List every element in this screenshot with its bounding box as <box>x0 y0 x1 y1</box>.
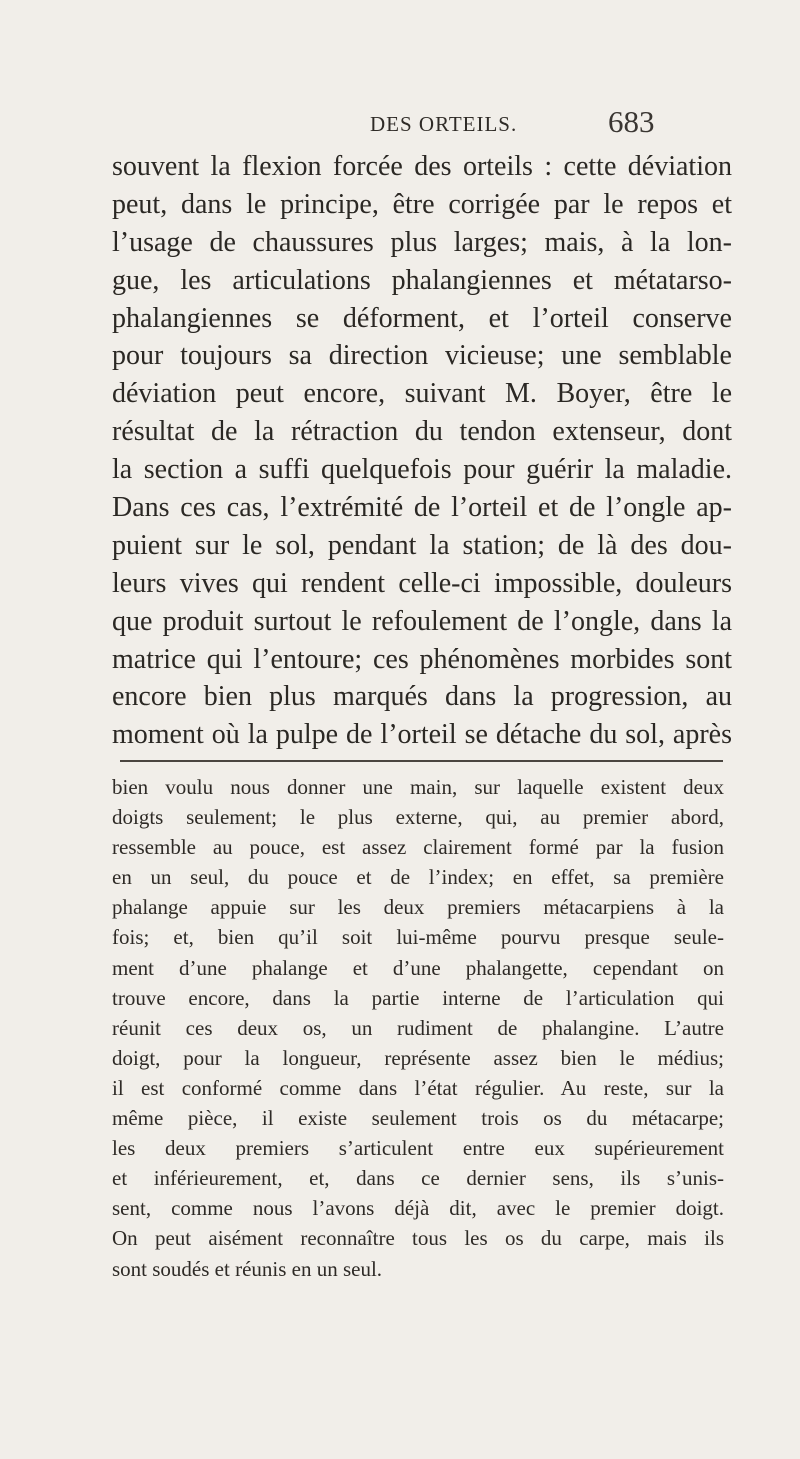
text-line: peut, dans le principe, être corrigée par le repos et <box>112 188 732 220</box>
footnote-line: doigt, pour la longueur, représente assez bien le médius; <box>112 1045 724 1070</box>
footnote-separator <box>120 760 723 762</box>
text-line: leurs vives qui rendent celle-ci impossible, douleurs <box>112 567 732 599</box>
footnote-line: bien voulu nous donner une main, sur laquelle existent deux <box>112 775 724 799</box>
footnote-line: phalange appuie sur les deux premiers métacarpiens à la <box>112 895 724 920</box>
footnote-line: fois; et, bien qu’il soit lui-même pourvu presque seule- <box>112 925 724 950</box>
running-head <box>0 104 800 144</box>
main-text <box>112 148 732 754</box>
text-line: encore bien plus marqués dans la progression, au <box>112 681 732 713</box>
text-line: gue, les articulations phalangiennes et métatarso- <box>112 264 732 296</box>
text-line: moment où la pulpe de l’orteil se détache du sol, après <box>112 719 732 751</box>
page-number: 683 <box>608 104 655 139</box>
footnote-line: On peut aisément reconnaître tous les os du carpe, mais ils <box>112 1226 724 1251</box>
text-line: déviation peut encore, suivant M. Boyer, être le <box>112 378 732 410</box>
text-line: phalangiennes se déforment, et l’orteil conserve <box>112 302 732 334</box>
footnote-line: il est conformé comme dans l’état régulier. Au reste, sur la <box>112 1075 724 1100</box>
text-line: Dans ces cas, l’extrémité de l’orteil et de l’ongle ap- <box>112 492 732 524</box>
footnote-line: doigts seulement; le plus externe, qui, au premier abord, <box>112 805 724 830</box>
footnote-line: trouve encore, dans la partie interne de l’articulation qui <box>112 985 724 1010</box>
text-line: puient sur le sol, pendant la station; de là des dou- <box>112 529 732 561</box>
text-line: pour toujours sa direction vicieuse; une semblable <box>112 340 732 372</box>
footnote-line: réunit ces deux os, un rudiment de phalangine. L’autre <box>112 1015 724 1040</box>
text-line: la section a suffi quelquefois pour guérir la maladie. <box>112 454 732 486</box>
footnote-line: sent, comme nous l’avons déjà dit, avec le premier doigt. <box>112 1196 724 1221</box>
footnote-line: et inférieurement, et, dans ce dernier sens, ils s’unis- <box>112 1166 724 1191</box>
text-line: que produit surtout le refoulement de l’ongle, dans la <box>112 605 732 637</box>
footnote-line: ressemble au pouce, est assez clairement formé par la fusion <box>112 835 724 860</box>
footnote-line: en un seul, du pouce et de l’index; en effet, sa première <box>112 865 724 890</box>
footnote-line: ment d’une phalange et d’une phalangette, cependant on <box>112 955 724 980</box>
text-line: matrice qui l’entoure; ces phénomènes morbides sont <box>112 643 732 675</box>
text-line: souvent la flexion forcée des orteils : cette déviation <box>112 151 732 182</box>
text-line: l’usage de chaussures plus larges; mais, à la lon- <box>112 226 732 258</box>
footnote <box>112 772 724 1284</box>
running-title: DES ORTEILS. <box>370 112 518 136</box>
footnote-line: sont soudés et réunis en un seul. <box>112 1256 383 1281</box>
footnote-line: même pièce, il existe seulement trois os du métacarpe; <box>112 1106 724 1131</box>
text-line: résultat de la rétraction du tendon extenseur, dont <box>112 416 732 448</box>
footnote-line: les deux premiers s’articulent entre eux supérieurement <box>112 1136 724 1161</box>
